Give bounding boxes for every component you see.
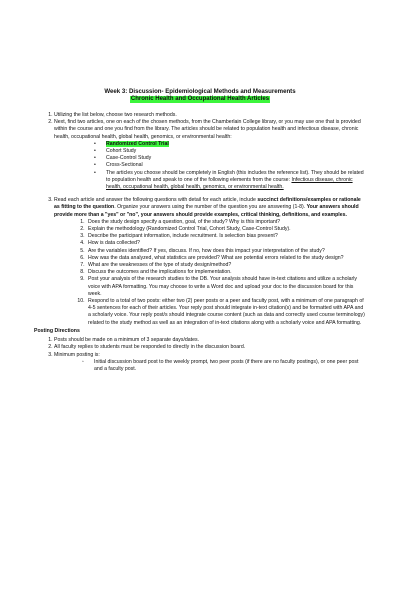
question-item: 8. Discuss the outcomes and the implications for implementation. [86, 269, 366, 276]
posting-item-text: Minimum posting is: [54, 351, 100, 358]
question-item: 7. What are the weaknesses of the type of study design/method? [86, 262, 366, 269]
method-item [94, 141, 366, 148]
posting-item [54, 352, 366, 374]
methods-list [54, 141, 366, 191]
instruction-item-3 [54, 197, 366, 327]
question-item: 9. Post your analysis of the research studies to the DB. Your analysis should have in-text citations and utilize a scholarly voice with APA formatting. You may choose to write a Word doc and upload your doc to the discussion board for this week. [86, 276, 366, 298]
page-subtitle: Chronic Health and Occupational Health Articles [130, 95, 270, 102]
method-item: • Cross-Sectional [94, 162, 366, 169]
instruction-item-3-bold-2: Your answers should provide more than a "yes" or "no", your answers should provide examples, critical thinking, definitions, and examples. [54, 204, 359, 218]
page-title: Week 3: Discussion- Epidemiological Methods and Measurements [104, 88, 296, 95]
posting-sub-list [54, 359, 366, 373]
question-item: 3. Describe the participant information, include recruitment. Is selection bias present? [86, 233, 366, 240]
instruction-item-3-text-a: Read each article and answer the following questions with detail for each article, include [54, 197, 256, 204]
instruction-item-2 [54, 119, 366, 197]
method-note-elements: Infectious disease, chronic health, occupational health, global health, genomics, or environmental health. [106, 176, 353, 191]
posting-directions-list [34, 337, 366, 373]
question-item: 1. Does the study design specify a question, goal, of the study? Why is this important? [86, 219, 366, 226]
question-item: 5. Are the variables identified? If yes, discuss. If no, how does this impact your interpretation of the study? [86, 248, 366, 255]
instruction-item-1: 1. Utilizing the list below, choose two research methods. [54, 112, 366, 119]
method-note [94, 170, 366, 192]
posting-directions-heading: Posting Directions [34, 327, 80, 334]
method-item: • Cohort Study [94, 148, 366, 155]
posting-item: 2. All faculty replies to students must be responded to directly in the discussion board. [54, 344, 366, 351]
posting-item: 1. Posts should be made on a minimum of 3 separate days/dates. [54, 337, 366, 344]
method-note-text: The articles you choose should be completely in English (this includes the reference list). They should be related to population health and speak to one of the following elements from the course: [106, 169, 364, 183]
posting-sub-item: ◦ Initial discussion board post to the weekly prompt, two peer posts (if there are no faculty postings), or one peer post and a faculty post. [82, 359, 366, 373]
method-highlighted: Randomized Control Trial [106, 140, 169, 147]
question-item: 6. How was the data analyzed, what statistics are provided? What are potential errors related to the study design? [86, 255, 366, 262]
instructions-list [34, 112, 366, 327]
questions-list [54, 219, 366, 327]
question-item: 4. How is data collected? [86, 240, 366, 247]
subtitle-row [34, 96, 366, 103]
instruction-item-2-text: Next, find two articles, one on each of the chosen methods, from the Chamberlain College library, or you may use one that is provided within the course and one you find from the library. The articles should be related to population health and infectious disease, chronic health, occupational health, global health, genomics, or environmental health: [54, 119, 361, 140]
question-item: 2. Explain the methodology (Randomized Control Trial, Cohort Study, Case-Control Study). [86, 226, 366, 233]
instruction-item-3-text-c: . Organize your answers using the number of the question you are answering (1-8). [114, 204, 306, 211]
question-item: 10. Respond to a total of two posts: either two (2) peer posts or a peer and faculty post, with a minimum of one paragraph of 4-5 sentences for each of their articles. Your reply post should integrate in-text citation(s) and be formatted with APA and a scholarly voice. Your reply post/s should integrate course content (such as data and correctly used course terminology) related to the study method as well as an integration of in-text citations along with a scholarly voice and APA formatting. [86, 298, 366, 327]
method-item: • Case-Control Study [94, 155, 366, 162]
instruction-item-3-bold: succinct definitions/examples or rationale as fitting to the question [54, 197, 361, 211]
